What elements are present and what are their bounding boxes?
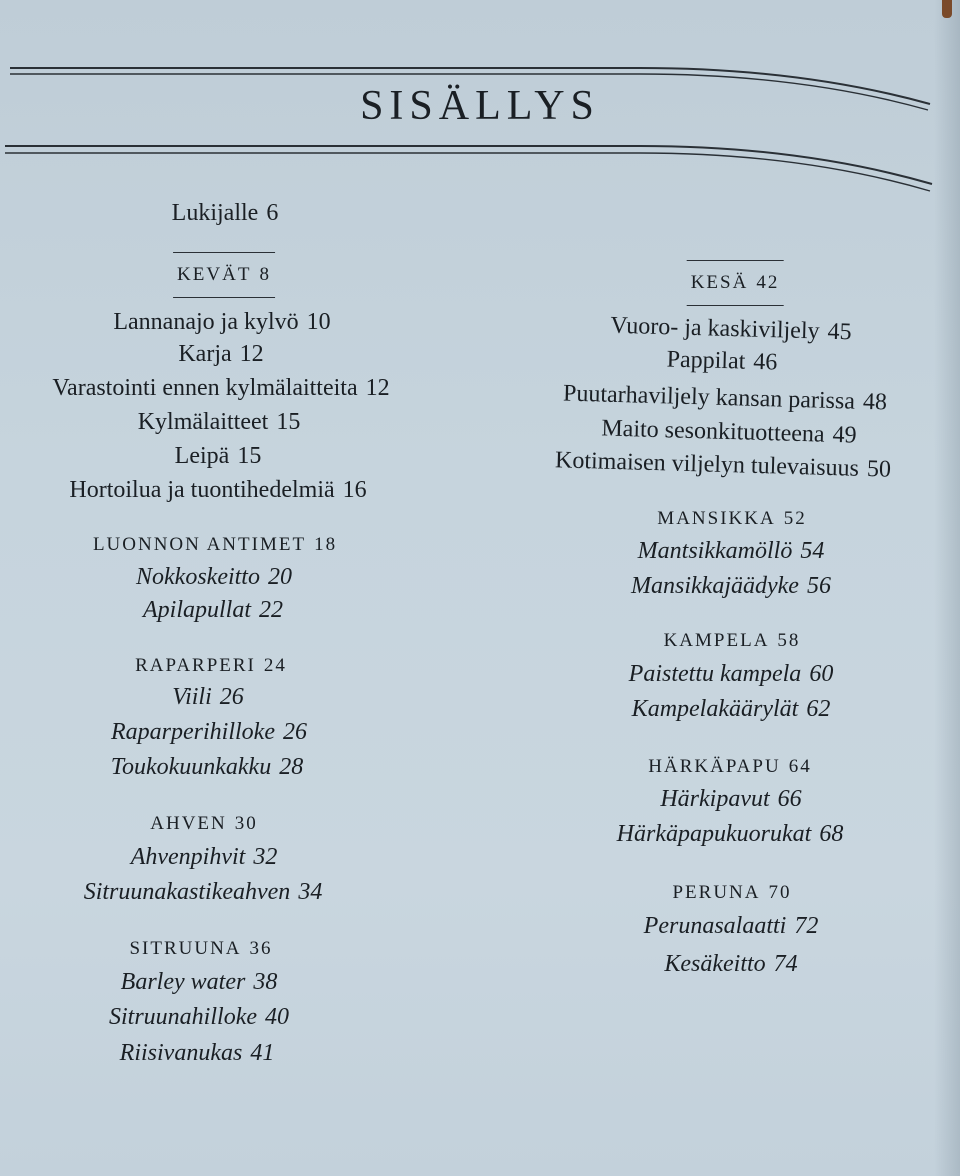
recipe-entry — [617, 821, 844, 848]
recipe-entry — [121, 969, 278, 996]
entry-label: Lukijalle — [171, 200, 259, 226]
entry-label: Apilapullat — [143, 597, 251, 623]
entry-label: Lannanajo ja kylvö — [113, 309, 299, 335]
entry-label: Mantsikkamöllö — [637, 538, 793, 564]
recipe-entry — [143, 597, 283, 624]
entry-page: 60 — [809, 661, 834, 687]
toc-entry — [138, 409, 301, 436]
section-label: LUONNON ANTIMET — [92, 534, 307, 555]
entry-page: 15 — [237, 443, 262, 469]
entry-label: Hortoilua ja tuontihedelmiä — [69, 477, 335, 503]
entry-page: 74 — [773, 951, 798, 977]
entry-label: Pappilat — [666, 346, 746, 375]
entry-page: 72 — [794, 913, 819, 939]
entry-page: 50 — [866, 456, 892, 483]
entry-page: 26 — [219, 684, 244, 710]
entry-page: 22 — [259, 597, 283, 623]
entry-label: Varastointi ennen kylmälaitteita — [52, 375, 358, 401]
recipe-entry — [644, 913, 819, 940]
bottom-rule-1 — [5, 146, 932, 184]
entry-page: 49 — [832, 421, 857, 449]
recipe-entry — [632, 696, 831, 723]
section-page: 24 — [263, 655, 287, 676]
entry-label: Ahvenpihvit — [130, 844, 246, 870]
section-heading — [150, 813, 258, 835]
section-page: 30 — [234, 813, 258, 834]
entry-page: 12 — [239, 341, 264, 367]
entry-page: 62 — [806, 696, 831, 722]
toc-entry — [52, 375, 389, 402]
recipe-entry — [111, 719, 307, 746]
entry-label: Nokkoskeitto — [136, 564, 260, 590]
section-label: KEVÄT — [177, 264, 252, 285]
entry-label: Sitruunahilloke — [109, 1004, 257, 1030]
section-heading — [657, 508, 806, 530]
entry-label: Kylmälaitteet — [137, 409, 269, 435]
entry-page: 10 — [306, 309, 331, 335]
entry-page: 46 — [752, 348, 778, 376]
entry-page: 68 — [819, 821, 844, 847]
section-page: 42 — [756, 272, 780, 293]
entry-page: 20 — [267, 564, 292, 590]
toc-entry — [610, 313, 852, 347]
toc-entry-lukijalle — [172, 200, 279, 227]
entry-label: Paistettu kampela — [628, 661, 802, 687]
recipe-entry — [172, 684, 244, 711]
section-heading — [664, 630, 801, 652]
entry-label: Härkipavut — [660, 786, 770, 812]
entry-label: Raparperihilloke — [111, 719, 275, 745]
page-title: SISÄLLYS — [360, 83, 600, 129]
entry-label: Leipä — [174, 443, 230, 469]
bottom-rule-2 — [5, 153, 930, 191]
toc-entry — [178, 341, 263, 368]
recipe-entry — [664, 951, 797, 978]
section-page: 52 — [783, 508, 807, 529]
entry-page: 28 — [279, 754, 304, 780]
entry-page: 16 — [342, 477, 367, 503]
toc-entry — [666, 346, 777, 376]
entry-label: Toukokuunkakku — [110, 754, 272, 780]
entry-page: 41 — [250, 1040, 275, 1066]
entry-label: Mansikkajäädyke — [631, 573, 799, 599]
section-page: 8 — [259, 264, 271, 285]
entry-page: 34 — [298, 879, 323, 905]
toc-entry — [175, 443, 262, 470]
entry-label: Perunasalaatti — [643, 913, 787, 939]
recipe-entry — [660, 786, 801, 813]
entry-page: 15 — [276, 409, 301, 435]
section-page: 58 — [777, 630, 801, 651]
recipe-entry — [136, 564, 292, 591]
section-heading — [672, 882, 791, 904]
recipe-entry — [109, 1004, 289, 1031]
section-label: PERUNA — [672, 882, 761, 903]
section-page: 36 — [249, 938, 273, 959]
entry-label: Riisivanukas — [119, 1040, 243, 1066]
entry-label: Kotimaisen viljelyn tulevaisuus — [554, 447, 860, 482]
entry-page: 54 — [800, 538, 825, 564]
entry-page: 45 — [827, 318, 852, 346]
entry-label: Kesäkeitto — [664, 951, 766, 977]
recipe-entry — [84, 879, 323, 906]
recipe-entry — [131, 844, 278, 871]
section-label: SITRUUNA — [129, 938, 242, 959]
section-label: MANSIKKA — [657, 508, 776, 529]
toc-entry — [555, 447, 892, 483]
entry-label: Puutarhaviljely kansan parissa — [562, 380, 856, 415]
entry-label: Barley water — [120, 969, 246, 995]
recipe-entry — [120, 1040, 275, 1067]
entry-page: 66 — [777, 786, 802, 812]
section-page: 70 — [768, 882, 792, 903]
section-label: KESÄ — [690, 272, 749, 293]
section-page: 18 — [314, 534, 338, 555]
entry-page: 32 — [253, 844, 278, 870]
section-heading — [129, 938, 272, 960]
entry-page: 26 — [282, 719, 307, 745]
toc-entry — [601, 415, 857, 449]
section-label: HÄRKÄPAPU — [648, 756, 781, 777]
entry-page: 56 — [806, 573, 831, 599]
section-heading — [135, 655, 287, 677]
entry-page: 6 — [266, 200, 279, 226]
season-heading-kesa — [687, 266, 784, 300]
entry-label: Härkäpapukuorukat — [616, 821, 812, 847]
section-page: 64 — [788, 756, 812, 777]
toc-entry — [69, 477, 366, 504]
toc-entry — [563, 380, 888, 416]
entry-page: 40 — [264, 1004, 289, 1030]
entry-page: 12 — [365, 375, 390, 401]
entry-page: 38 — [253, 969, 278, 995]
entry-label: Maito sesonkituotteena — [601, 415, 825, 448]
recipe-entry — [629, 661, 834, 688]
section-label: KAMPELA — [663, 630, 770, 651]
season-heading-kevat — [173, 258, 275, 292]
section-label: AHVEN — [150, 813, 227, 834]
recipe-entry — [631, 573, 831, 600]
toc-entry — [113, 309, 330, 336]
recipe-entry — [638, 538, 825, 565]
section-label: RAPARPERI — [135, 655, 256, 676]
entry-label: Kampelakäärylät — [631, 696, 799, 722]
entry-page: 48 — [862, 388, 888, 416]
entry-label: Sitruunakastikeahven — [83, 879, 291, 905]
section-heading — [93, 534, 337, 556]
entry-label: Vuoro- ja kaskiviljely — [610, 312, 820, 345]
entry-label: Karja — [178, 341, 232, 367]
section-heading — [648, 756, 811, 778]
entry-label: Viili — [172, 684, 212, 710]
recipe-entry — [111, 754, 303, 781]
